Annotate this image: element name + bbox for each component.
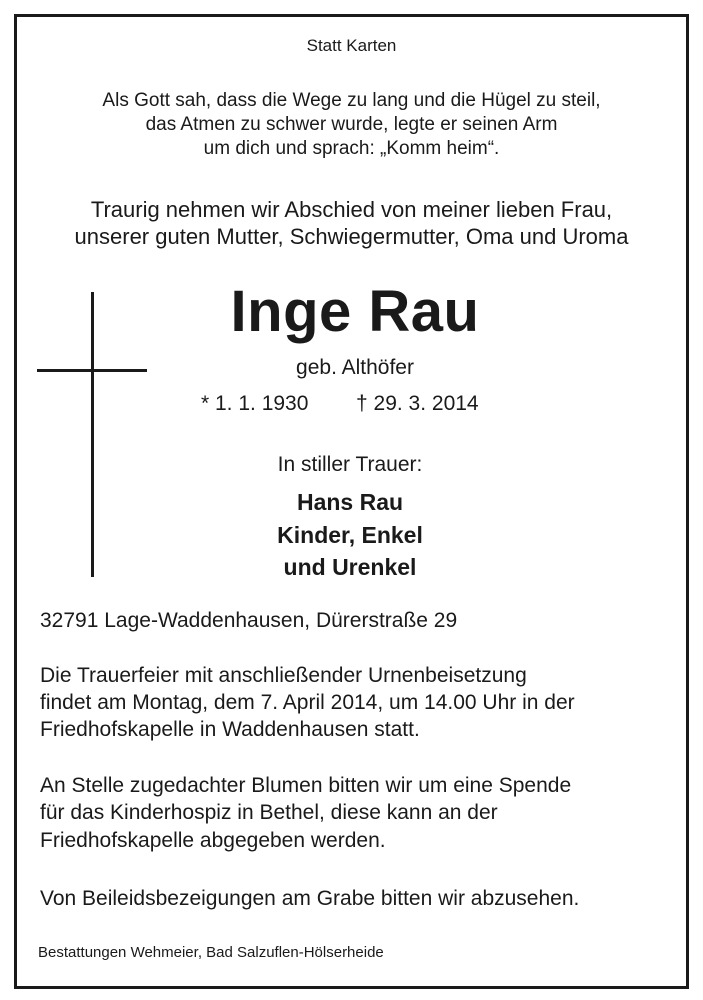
ceremony-line-3: Friedhofskapelle in Waddenhausen statt. <box>40 718 420 741</box>
mourner-line-3: und Urenkel <box>283 554 417 580</box>
birth-date: * 1. 1. 1930 <box>201 392 309 415</box>
mourner-line-2: Kinder, Enkel <box>277 522 423 548</box>
verse-line-3: um dich und sprach: „Komm heim“. <box>203 138 500 159</box>
verse-line-2: das Atmen zu schwer wurde, legte er seinen Arm <box>145 114 558 135</box>
mourner-line-1: Hans Rau <box>296 489 404 515</box>
statt-karten-label: Statt Karten <box>306 36 397 55</box>
mourning-heading: In stiller Trauer: <box>277 453 423 476</box>
intro-line-2: unserer guten Mutter, Schwiegermutter, Oma und Uroma <box>74 224 629 249</box>
cross-icon-horizontal <box>37 369 147 372</box>
donation-line-2: für das Kinderhospiz in Bethel, diese kann an der <box>40 801 498 824</box>
address: 32791 Lage-Waddenhausen, Dürerstraße 29 <box>40 609 458 632</box>
deceased-name: Inge Rau <box>230 279 480 344</box>
verse-line-1: Als Gott sah, dass die Wege zu lang und die Hügel zu steil, <box>102 90 601 111</box>
birth-name: geb. Althöfer <box>296 356 414 379</box>
ceremony-line-2: findet am Montag, dem 7. April 2014, um 14.00 Uhr in der <box>40 691 575 714</box>
funeral-home: Bestattungen Wehmeier, Bad Salzuflen-Hölserheide <box>38 944 384 961</box>
intro-line-1: Traurig nehmen wir Abschied von meiner lieben Frau, <box>90 197 613 222</box>
donation-line-1: An Stelle zugedachter Blumen bitten wir um eine Spende <box>40 774 572 797</box>
death-date: † 29. 3. 2014 <box>356 392 479 415</box>
cross-icon-vertical <box>91 292 94 577</box>
ceremony-line-1: Die Trauerfeier mit anschließender Urnenbeisetzung <box>40 664 527 687</box>
condolence-note: Von Beileidsbezeigungen am Grabe bitten wir abzusehen. <box>40 887 580 910</box>
donation-line-3: Friedhofskapelle abgegeben werden. <box>40 829 386 852</box>
